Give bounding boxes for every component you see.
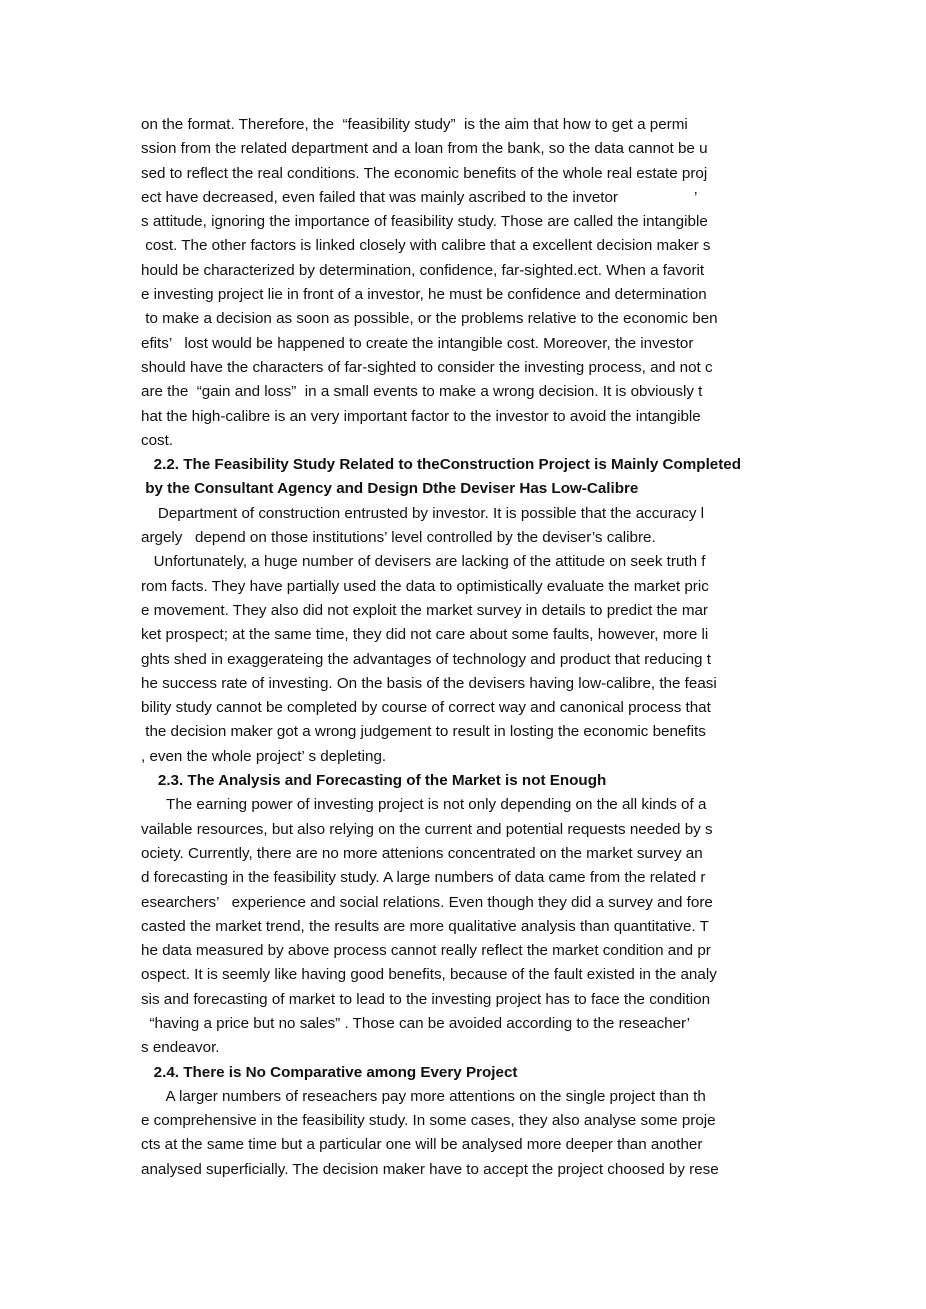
section-heading-2-4: 2.4. There is No Comparative among Every Project [141, 1063, 518, 1081]
section-heading-2-3: 2.3. The Analysis and Forecasting of the Market is not Enough [141, 772, 607, 790]
text-line: should have the characters of far-sighted to consider the investing process, and not c [141, 358, 713, 376]
text-line: e investing project lie in front of a investor, he must be confidence and determination [141, 286, 707, 304]
text-line: ect have decreased, even failed that was mainly ascribed to the invetor ’ [141, 188, 698, 206]
text-line: casted the market trend, the results are more qualitative analysis than quantitative. T [141, 917, 709, 935]
text-line: to make a decision as soon as possible, or the problems relative to the economic ben [141, 310, 718, 328]
text-line: cost. The other factors is linked closely with calibre that a excellent decision maker s [141, 237, 711, 255]
section-heading-2-2: 2.2. The Feasibility Study Related to theConstruction Project is Mainly Completed [141, 456, 742, 474]
text-line: argely depend on those institutions’ level controlled by the deviser’s calibre. [141, 529, 656, 547]
text-line: sis and forecasting of market to lead to the investing project has to face the condition [141, 990, 711, 1008]
text-line: e comprehensive in the feasibility study. In some cases, they also analyse some proje [141, 1112, 716, 1130]
text-line: d forecasting in the feasibility study. A large numbers of data came from the related r [141, 869, 706, 887]
text-line: hat the high-calibre is an very important factor to the investor to avoid the intangible [141, 407, 701, 425]
section-heading-2-2-cont: by the Consultant Agency and Design Dthe Deviser Has Low-Calibre [141, 480, 639, 498]
text-line: rom facts. They have partially used the data to optimistically evaluate the market pric [141, 577, 709, 595]
text-line: cost. [141, 431, 174, 449]
text-line: , even the whole project’ s depleting. [141, 747, 387, 765]
text-line: efits’ lost would be happened to create the intangible cost. Moreover, the investor [141, 334, 694, 352]
text-line: bility study cannot be completed by course of correct way and canonical process that [141, 699, 711, 717]
text-line: ghts shed in exaggerateing the advantages of technology and product that reducing t [141, 650, 711, 668]
text-line: “having a price but no sales” . Those can be avoided according to the reseacher’ [141, 1014, 691, 1032]
text-line: vailable resources, but also relying on the current and potential requests needed by s [141, 820, 713, 838]
text-line: The earning power of investing project is not only depending on the all kinds of a [141, 796, 707, 814]
text-line: ssion from the related department and a loan from the bank, so the data cannot be u [141, 140, 708, 158]
document-body [141, 113, 791, 1182]
text-line: s attitude, ignoring the importance of feasibility study. Those are called the intangible [141, 213, 708, 231]
text-line: Unfortunately, a huge number of devisers are lacking of the attitude on seek truth f [141, 553, 706, 571]
text-line: the decision maker got a wrong judgement to result in losting the economic benefits [141, 723, 706, 741]
text-line: A larger numbers of reseachers pay more attentions on the single project than th [141, 1087, 706, 1105]
text-line: esearchers’ experience and social relations. Even though they did a survey and fore [141, 893, 713, 911]
text-line: sed to reflect the real conditions. The economic benefits of the whole real estate proj [141, 164, 708, 182]
text-line: on the format. Therefore, the “feasibility study” is the aim that how to get a permi [141, 116, 688, 133]
text-line: Department of construction entrusted by investor. It is possible that the accuracy l [141, 504, 705, 522]
text-line: he success rate of investing. On the basis of the devisers having low-calibre, the feasi [141, 674, 717, 692]
text-line: ociety. Currently, there are no more attenions concentrated on the market survey an [141, 844, 703, 862]
text-line: hould be characterized by determination, confidence, far-sighted.ect. When a favorit [141, 261, 705, 279]
text-line: cts at the same time but a particular one will be analysed more deeper than another [141, 1136, 703, 1154]
text-line: ket prospect; at the same time, they did not care about some faults, however, more li [141, 626, 709, 644]
text-line: are the “gain and loss” in a small events to make a wrong decision. It is obviously t [141, 383, 703, 401]
text-line: analysed superficially. The decision maker have to accept the project choosed by rese [141, 1160, 719, 1178]
text-line: e movement. They also did not exploit the market survey in details to predict the mar [141, 601, 708, 619]
text-line: he data measured by above process cannot really reflect the market condition and pr [141, 942, 711, 960]
text-line: ospect. It is seemly like having good benefits, because of the fault existed in the analy [141, 966, 717, 984]
text-line: s endeavor. [141, 1039, 220, 1057]
